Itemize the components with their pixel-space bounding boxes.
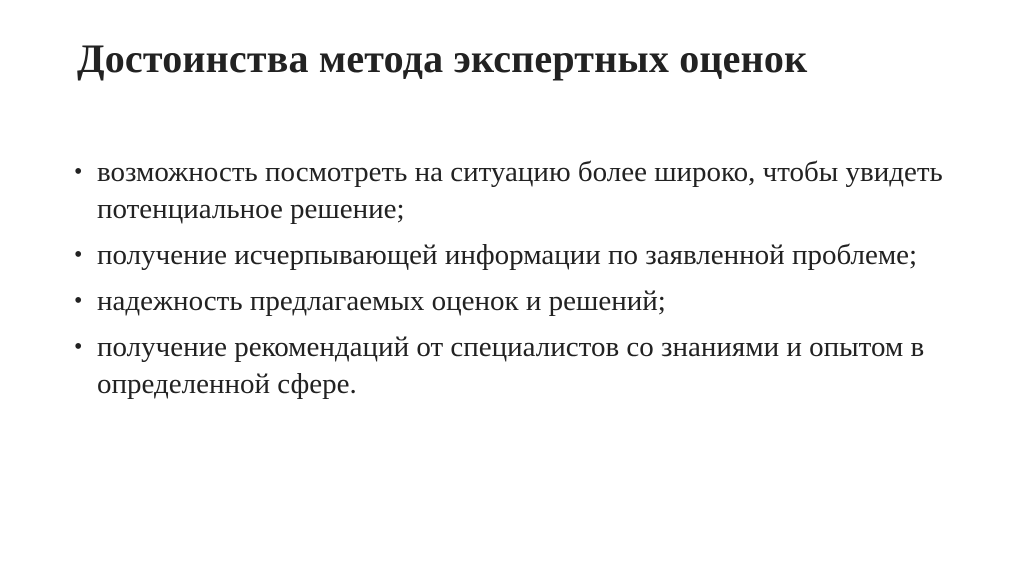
bullet-item [74, 329, 974, 403]
bullet-text: надежность предлагаемых оценок и решений; [97, 285, 666, 317]
slide-title: Достоинства метода экспертных оценок [77, 36, 808, 81]
bullet-item [74, 237, 974, 274]
bullet-dot-icon: • [74, 334, 83, 360]
bullet-text: получение рекомендаций от специалистов со знаниями и опытом в определенной сфере. [97, 331, 925, 400]
bullet-dot-icon: • [74, 159, 83, 185]
bullet-text: возможность посмотреть на ситуацию более широко, чтобы увидеть потенциальное решение; [97, 156, 943, 225]
bullet-item [74, 154, 974, 228]
bullet-dot-icon: • [74, 288, 83, 314]
bullet-dot-icon: • [74, 242, 83, 268]
bullet-text: получение исчерпывающей информации по заявленной проблеме; [97, 239, 918, 271]
bullet-list [74, 154, 974, 412]
bullet-item [74, 283, 974, 320]
